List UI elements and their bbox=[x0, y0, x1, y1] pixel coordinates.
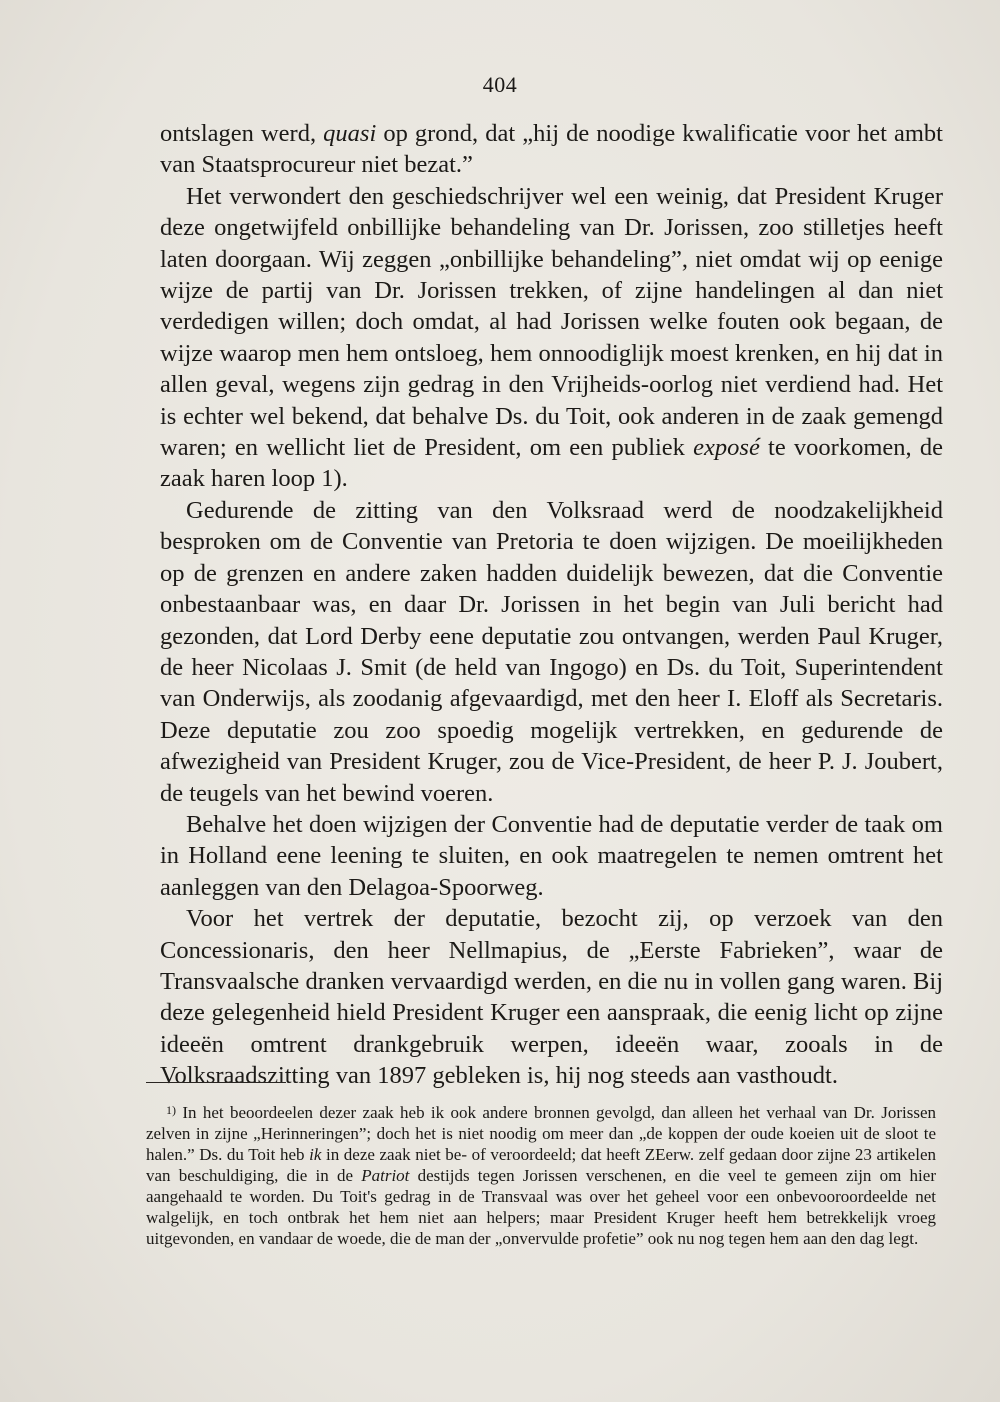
paragraph-5: Voor het vertrek der deputatie, bezocht zij, op verzoek van den Concessionaris, den heer Nellmapius, de „Eerste Fabrieken”, waar de Transvaalsche dranken vervaardigd werden, en die nu in vollen gang waren. Bij deze gelegenheid hield President Kruger een aanspraak, die eenig licht op zijne ideeën omtrent drankgebruik werpen, ideeën waar, zooals in de Volksraadszitting van 1897 gebleken is, hij nog steeds aan vasthoudt. bbox=[160, 905, 943, 1090]
paragraph-2-text-b: te voorkomen, de zaak haren loop 1). bbox=[160, 434, 943, 493]
footnote bbox=[146, 1100, 936, 1249]
paragraph-1-text-b: op grond, dat „hij de noodige kwalificatie voor het ambt van Staatsprocureur niet bezat.” bbox=[160, 120, 943, 179]
paragraph-2-italic-expose: exposé bbox=[693, 434, 760, 462]
footnote-italic-ik: ik bbox=[309, 1145, 322, 1164]
footnote-text-a: In het beoordeelen dezer zaak heb ik ook andere bronnen gevolgd, dan alleen het verhaal van Dr. Jorissen zelven in zijne „Herinneringen”; doch het is niet noodig om meer dan „de koppen der oude koeien uit de sloot te halen.” Ds. du Toit heb bbox=[146, 1103, 936, 1164]
footnote-divider bbox=[146, 1082, 286, 1083]
body-text bbox=[160, 118, 943, 1092]
paragraph-1 bbox=[160, 118, 943, 181]
footnote-italic-patriot: Patriot bbox=[361, 1166, 410, 1185]
paragraph-1-italic-quasi: quasi bbox=[323, 120, 377, 147]
paragraph-3: Gedurende de zitting van den Volksraad werd de noodzakelijkheid besproken om de Conventie van Pretoria te doen wijzigen. De moeilijkheden op de grenzen en andere zaken hadden duidelijk bewezen, dat die Conventie onbestaanbaar was, en daar Dr. Jorissen in het begin van Juli bericht had gezonden, dat Lord Derby eene deputatie zou ontvangen, werden Paul Kruger, de heer Nicolaas J. Smit (de held van Ingogo) en Ds. du Toit, Superintendent van Onderwijs, als zoodanig afgevaardigd, met den heer I. Eloff als Secretaris. Deze deputatie zou zoo spoedig mogelijk vertrekken, en gedurende de afwezigheid van President Kruger, zou de Vice-President, de heer P. J. Joubert, de teugels van het bewind voeren. bbox=[160, 496, 943, 807]
footnote-text-b: in deze zaak niet be- of veroordeeld; dat heeft ZEerw. zelf gedaan door zijne 23 artikelen van beschuldiging, die in de bbox=[146, 1145, 936, 1185]
footnote-paragraph bbox=[146, 1100, 936, 1249]
footnote-marker: 1) bbox=[166, 1103, 176, 1117]
paragraph-2-text-a: Het verwondert den geschiedschrijver wel een weinig, dat President Kruger deze ongetwijfeld onbillijke behandeling van Dr. Jorissen, zoo stilletjes heeft laten doorgaan. Wij zeggen „onbillijke behandeling”, niet omdat wij op eenige wijze de partij van Dr. Jorissen trekken, of zijne handelingen al dan niet verdedigen willen; doch omdat, al had Jorissen welke fouten ook begaan, de wijze waarop men hem ontsloeg, hem onnoodiglijk moest krenken, en hij dat in allen geval, wegens zijn gedrag in den Vrijheids-oorlog niet verdiend had. Het is echter wel bekend, dat behalve Ds. du Toit, ook anderen in de zaak gemengd waren; en wellicht liet de President, om een publiek bbox=[160, 182, 943, 462]
paragraph-4: Behalve het doen wijzigen der Conventie had de deputatie verder de taak om in Holland eene leening te sluiten, en ook maatregelen te nemen omtrent het aanleggen van den Delagoa-Spoorweg. bbox=[160, 810, 943, 901]
paragraph-2 bbox=[160, 181, 943, 495]
page-number: 404 bbox=[482, 72, 518, 97]
footnote-text-c: destijds tegen Jorissen verschenen, en die veel te gemeen zijn om hier aangehaald te worden. Du Toit's gedrag in de Transvaal was over het geheel voor een onbevooroordeelde net walgelijk, en toch ontbrak het hem niet aan helpers; maar President Kruger heeft hem betrekkelijk vroeg uitgevonden, en vandaar de woede, die de man der „onvervulde profetie” ook nu nog tegen hem aan den dag legt. bbox=[146, 1166, 936, 1248]
paragraph-1-text-a: ontslagen werd, bbox=[160, 120, 324, 147]
